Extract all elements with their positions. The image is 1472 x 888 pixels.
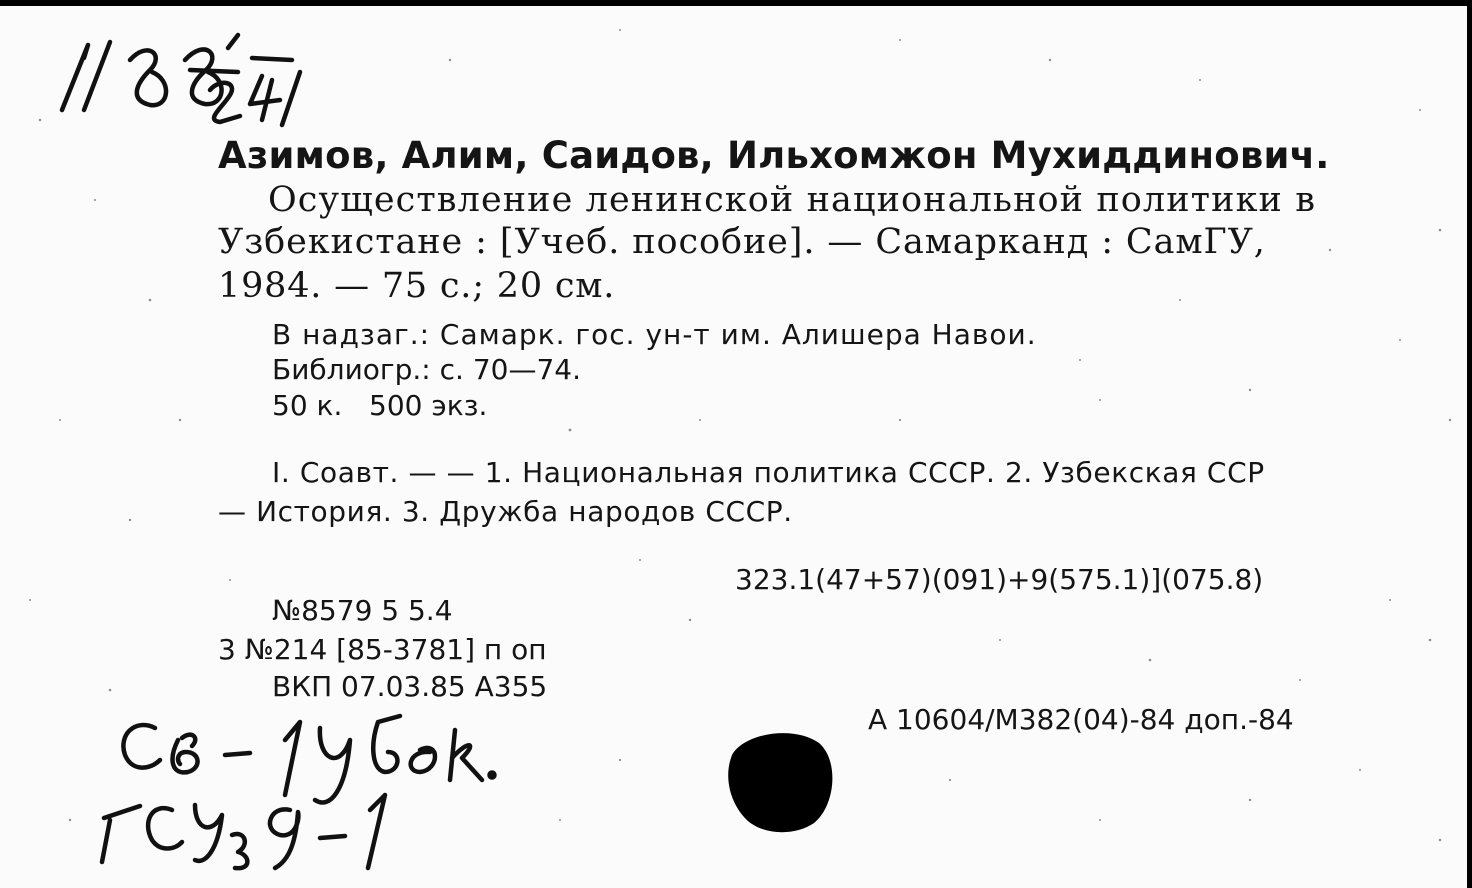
card-heading: Азимов, Алим, Саидов, Ильхомжон Мухиддинович. bbox=[218, 134, 1330, 177]
title-line-3: 1984. — 75 с.; 20 см. bbox=[218, 266, 616, 306]
note-bibliography: Библиогр.: с. 70—74. bbox=[272, 353, 581, 386]
top-border bbox=[0, 0, 1472, 6]
service-line-3: ВКП 07.03.85 А355 bbox=[272, 670, 548, 703]
right-border bbox=[1467, 0, 1472, 888]
service-line-1: №8579 5 5.4 bbox=[272, 594, 453, 627]
title-line-1: Осуществление ленинской национальной политики в bbox=[268, 180, 1317, 220]
note-header: В надзаг.: Самарк. гос. ун-т им. Алишера Навои. bbox=[272, 318, 1037, 351]
note-price: 50 к. 500 экз. bbox=[272, 389, 488, 422]
punch-hole bbox=[724, 725, 836, 837]
udc-code: 323.1(47+57)(091)+9(575.1)](075.8) bbox=[735, 563, 1264, 596]
title-line-2: Узбекистане : [Учеб. пособие]. — Самарканд : СамГУ, bbox=[218, 222, 1266, 262]
subjects-line-1: I. Соавт. — — 1. Национальная политика СССР. 2. Узбекская ССР bbox=[272, 456, 1265, 489]
subjects-line-2: — История. 3. Дружба народов СССР. bbox=[218, 495, 793, 528]
service-line-2: 3 №214 [85-3781] п оп bbox=[218, 633, 547, 666]
a-code: А 10604/М382(04)-84 доп.-84 bbox=[868, 703, 1294, 736]
